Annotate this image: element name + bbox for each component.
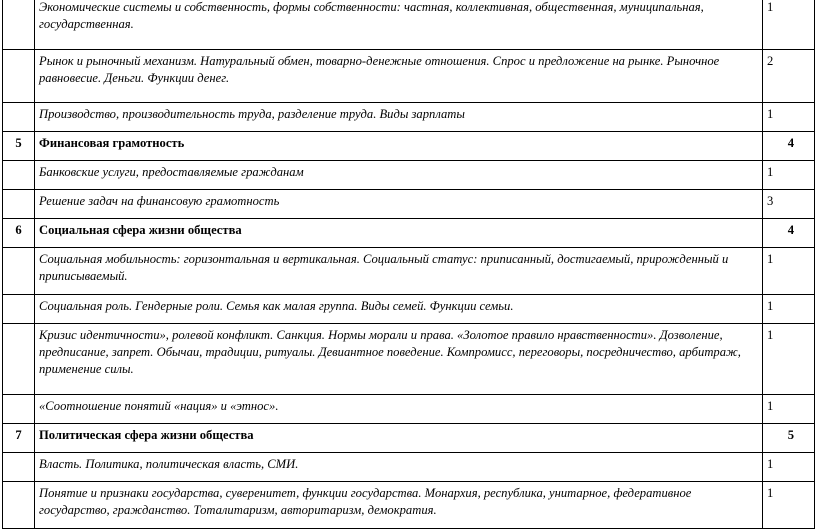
section-row	[3, 218, 815, 247]
row-number	[3, 452, 35, 481]
topic-title: Понятие и признаки государства, суверенитет, функции государства. Монархия, республика, унитарное, федеративное государство, гражданство. Тоталитаризм, авторитаризм, демократия.	[35, 481, 763, 528]
topic-row	[3, 247, 815, 294]
row-number	[3, 247, 35, 294]
curriculum-table	[2, 0, 815, 529]
topic-title: Банковские услуги, предоставляемые гражданам	[35, 160, 763, 189]
hours-count: 1	[763, 247, 815, 294]
topic-title: Власть. Политика, политическая власть, СМИ.	[35, 452, 763, 481]
hours-count: 2	[763, 49, 815, 102]
hours-count: 1	[763, 452, 815, 481]
topic-title: Решение задач на финансовую грамотность	[35, 189, 763, 218]
hours-count: 4	[763, 131, 815, 160]
row-number: 7	[3, 423, 35, 452]
section-title: Политическая сфера жизни общества	[35, 423, 763, 452]
hours-count: 1	[763, 294, 815, 323]
topic-title: Кризис идентичности», ролевой конфликт. Санкция. Нормы морали и права. «Золотое правило нравственности». Дозволение, предписание, запрет. Обычаи, традиции, ритуалы. Девиантное поведение. Компромисс, переговоры, посредничество, арбитраж, применение силы.	[35, 323, 763, 394]
topic-row	[3, 323, 815, 394]
topic-row	[3, 394, 815, 423]
topic-row	[3, 294, 815, 323]
topic-title: «Соотношение понятий «нация» и «этнос».	[35, 394, 763, 423]
hours-count: 1	[763, 323, 815, 394]
row-number	[3, 294, 35, 323]
row-number	[3, 189, 35, 218]
topic-row	[3, 0, 815, 49]
topic-row	[3, 481, 815, 528]
hours-count: 1	[763, 0, 815, 49]
row-number: 6	[3, 218, 35, 247]
hours-count: 3	[763, 189, 815, 218]
topic-title: Экономические системы и собственность, формы собственности: частная, коллективная, общественная, муниципальная, государственная.	[35, 0, 763, 49]
section-row	[3, 423, 815, 452]
topic-row	[3, 49, 815, 102]
curriculum-table-body	[3, 0, 815, 528]
hours-count: 1	[763, 160, 815, 189]
hours-count: 5	[763, 423, 815, 452]
row-number	[3, 394, 35, 423]
topic-row	[3, 160, 815, 189]
topic-title: Социальная роль. Гендерные роли. Семья как малая группа. Виды семей. Функции семьи.	[35, 294, 763, 323]
section-title: Социальная сфера жизни общества	[35, 218, 763, 247]
topic-row	[3, 452, 815, 481]
row-number	[3, 481, 35, 528]
section-title: Финансовая грамотность	[35, 131, 763, 160]
hours-count: 1	[763, 394, 815, 423]
row-number	[3, 102, 35, 131]
row-number	[3, 0, 35, 49]
row-number: 5	[3, 131, 35, 160]
hours-count: 4	[763, 218, 815, 247]
topic-title: Производство, производительность труда, разделение труда. Виды зарплаты	[35, 102, 763, 131]
topic-row	[3, 189, 815, 218]
row-number	[3, 160, 35, 189]
row-number	[3, 323, 35, 394]
topic-row	[3, 102, 815, 131]
topic-title: Социальная мобильность: горизонтальная и вертикальная. Социальный статус: приписанный, достигаемый, прирожденный и приписываемый.	[35, 247, 763, 294]
hours-count: 1	[763, 481, 815, 528]
hours-count: 1	[763, 102, 815, 131]
row-number	[3, 49, 35, 102]
topic-title: Рынок и рыночный механизм. Натуральный обмен, товарно-денежные отношения. Спрос и предложение на рынке. Рыночное равновесие. Деньги. Функции денег.	[35, 49, 763, 102]
section-row	[3, 131, 815, 160]
